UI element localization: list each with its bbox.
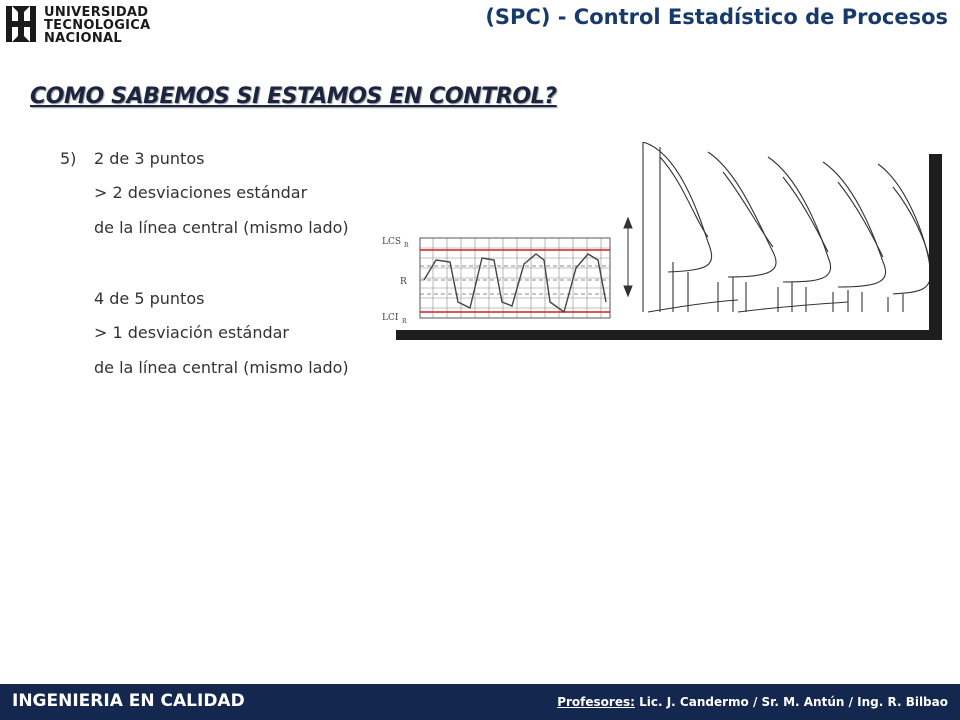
logo-line: TECNOLOGICA [44,18,151,33]
rule-line: > 2 desviaciones estándar [94,183,308,202]
ucl-label: LCS [382,237,402,247]
rule-line: de la línea central (mismo lado) [94,358,349,377]
slide-heading: COMO SABEMOS SI ESTAMOS EN CONTROL? [30,84,557,109]
professors-names: Lic. J. Candermo / Sr. M. Antún / Ing. R. Bilbao [639,695,948,709]
course-name: INGENIERIA EN CALIDAD [12,691,245,711]
logo-line: UNIVERSIDAD [44,5,149,20]
ucl-subscript: R [404,242,409,249]
vertical-axis-bar [929,154,942,340]
logo-line: NACIONAL [44,31,122,46]
rule-line: > 1 desviación estándar [94,323,290,342]
rule-line: 2 de 3 puntos [94,149,205,168]
rule-line: de la línea central (mismo lado) [94,218,349,237]
horizontal-axis-bar [396,330,942,340]
rule-number: 5) [60,149,77,168]
process-distributions [643,142,931,312]
lcl-label: LCI [382,313,399,323]
footer-bar [0,684,960,720]
logo-text [44,6,151,45]
utn-emblem-icon [4,4,38,44]
control-chart-figure [378,142,944,350]
rule-line: 4 de 5 puntos [94,289,205,308]
range-data-line [424,254,606,312]
double-arrow-icon [624,218,632,296]
professors-label: Profesores: [557,695,635,709]
utn-logo [4,4,174,48]
lcl-subscript: R [402,318,407,325]
center-label: R [400,277,407,287]
professors-credit [557,695,948,709]
presentation-title: (SPC) - Control Estadístico de Procesos [485,5,948,29]
